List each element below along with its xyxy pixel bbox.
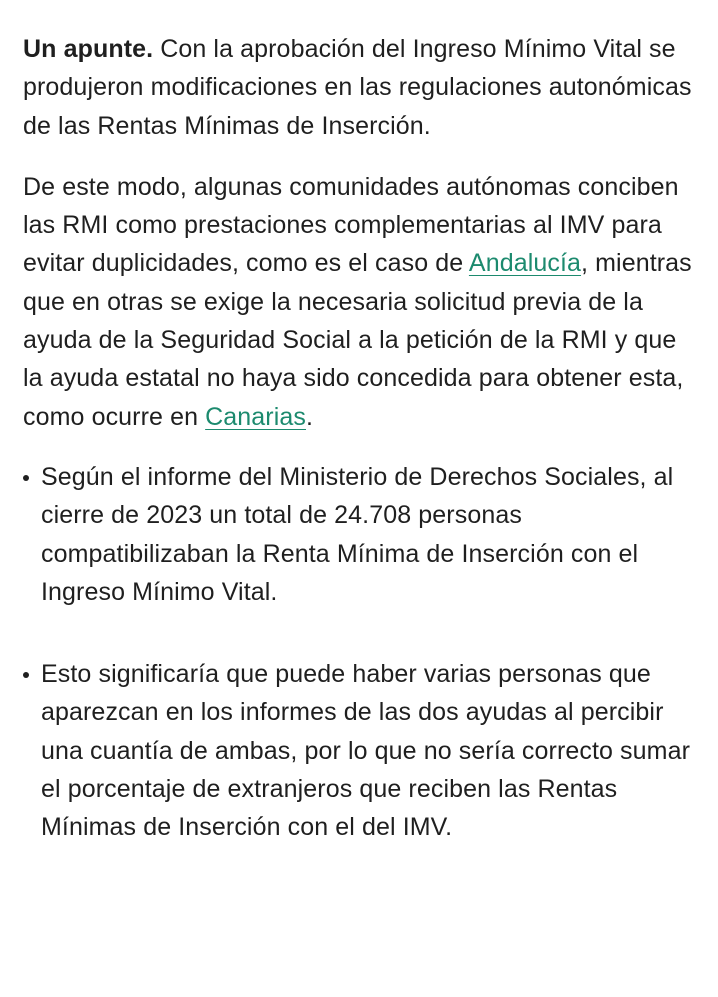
note-text: Con la aprobación del Ingreso Mínimo Vital se produjeron modificaciones en las regulaciones autonómicas de las Rentas Mínimas de Inserción.	[23, 35, 692, 140]
list-item	[23, 458, 698, 611]
paragraph-text-part1: De este modo, algunas comunidades autónomas conciben las RMI como prestaciones complementarias al IMV para evitar duplicidades, como es el caso de	[23, 172, 679, 278]
paragraph-text-part3: .	[306, 402, 314, 431]
canarias-link[interactable]: Canarias	[205, 402, 306, 431]
note-paragraph	[23, 30, 698, 145]
bullet-icon	[23, 475, 29, 481]
note-lead: Un apunte.	[23, 35, 154, 63]
list-item	[23, 655, 698, 846]
list-item-text: Esto significaría que puede haber varias personas que aparezcan en los informes de las dos ayudas al percibir una cuantía de ambas, por lo que no sería correcto sumar el porcentaje de extranjeros que reciben las Rentas Mínimas de Inserción con el del IMV.	[41, 660, 691, 842]
andalucia-link[interactable]: Andalucía	[468, 249, 582, 278]
autonomous-communities-paragraph	[23, 168, 698, 436]
paragraph-text-part2: , mientras que en otras se exige la necesaria solicitud previa de la ayuda de la Seguridad Social a la petición de la RMI y que la ayuda estatal no haya sido concedida para obtener esta, como ocurre en	[23, 249, 692, 431]
list-item-text: Según el informe del Ministerio de Derechos Sociales, al cierre de 2023 un total de 24.708 personas compatibilizaban la Renta Mínima de Inserción con el Ingreso Mínimo Vital.	[41, 462, 674, 606]
bullet-list	[23, 458, 698, 847]
bullet-icon	[23, 672, 29, 678]
